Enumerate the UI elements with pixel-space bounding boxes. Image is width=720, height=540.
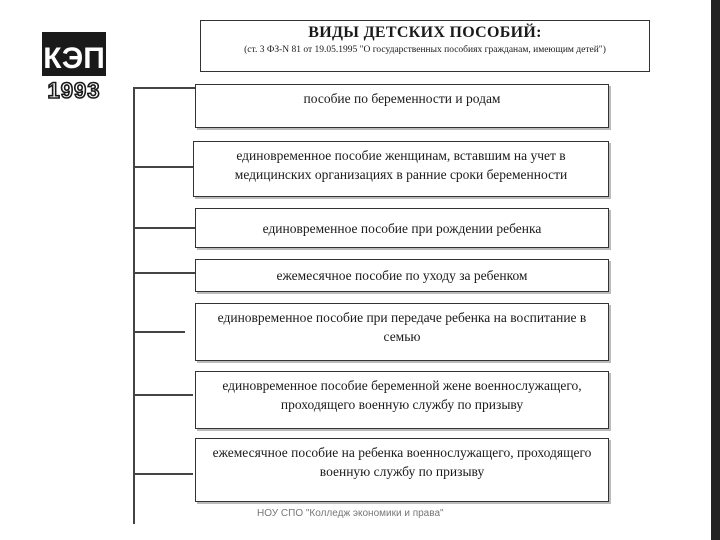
connector-branch [133,227,195,229]
connector-branch [133,87,200,89]
benefit-item-label: единовременное пособие при передаче ребенка на воспитание в семью [217,310,587,344]
benefit-item [193,141,609,197]
benefit-item-label: ежемесячное пособие на ребенка военнослужащего, проходящего военную службу по призыву [212,445,592,479]
connector-branch [133,331,185,333]
benefit-item-label: единовременное пособие женщинам, вставшим на учет в медицинских организациях в ранние сроки беременности [234,148,568,182]
kep-logo [40,30,108,102]
footer-text: НОУ СПО "Колледж экономики и права" [257,508,444,519]
benefit-item [195,303,609,361]
benefit-item-label: ежемесячное пособие по уходу за ребенком [276,268,528,283]
connector-trunk [133,87,135,524]
benefit-item-label: единовременное пособие беременной жене военнослужащего, проходящего военную службу по призыву [222,378,582,412]
title-box [200,20,650,72]
benefit-item [195,208,609,248]
connector-branch [133,272,195,274]
benefit-item-label: пособие по беременности и родам [303,91,501,106]
benefit-item [195,84,609,128]
page-title: ВИДЫ ДЕТСКИХ ПОСОБИЙ: [308,24,542,41]
benefit-item-label: единовременное пособие при рождении ребенка [262,221,542,236]
slide-edge [714,0,720,540]
connector-branch [133,394,193,396]
connector-branch [133,473,193,475]
connector-branch [133,166,193,168]
benefit-item [195,438,609,502]
benefit-item [195,259,609,292]
logo-year: 1993 [47,78,101,102]
benefit-item [195,371,609,429]
logo-letters: КЭП [43,42,105,75]
law-reference: (ст. 3 ФЗ-N 81 от 19.05.1995 "О государственных пособиях гражданам, имеющим детей") [244,45,606,55]
